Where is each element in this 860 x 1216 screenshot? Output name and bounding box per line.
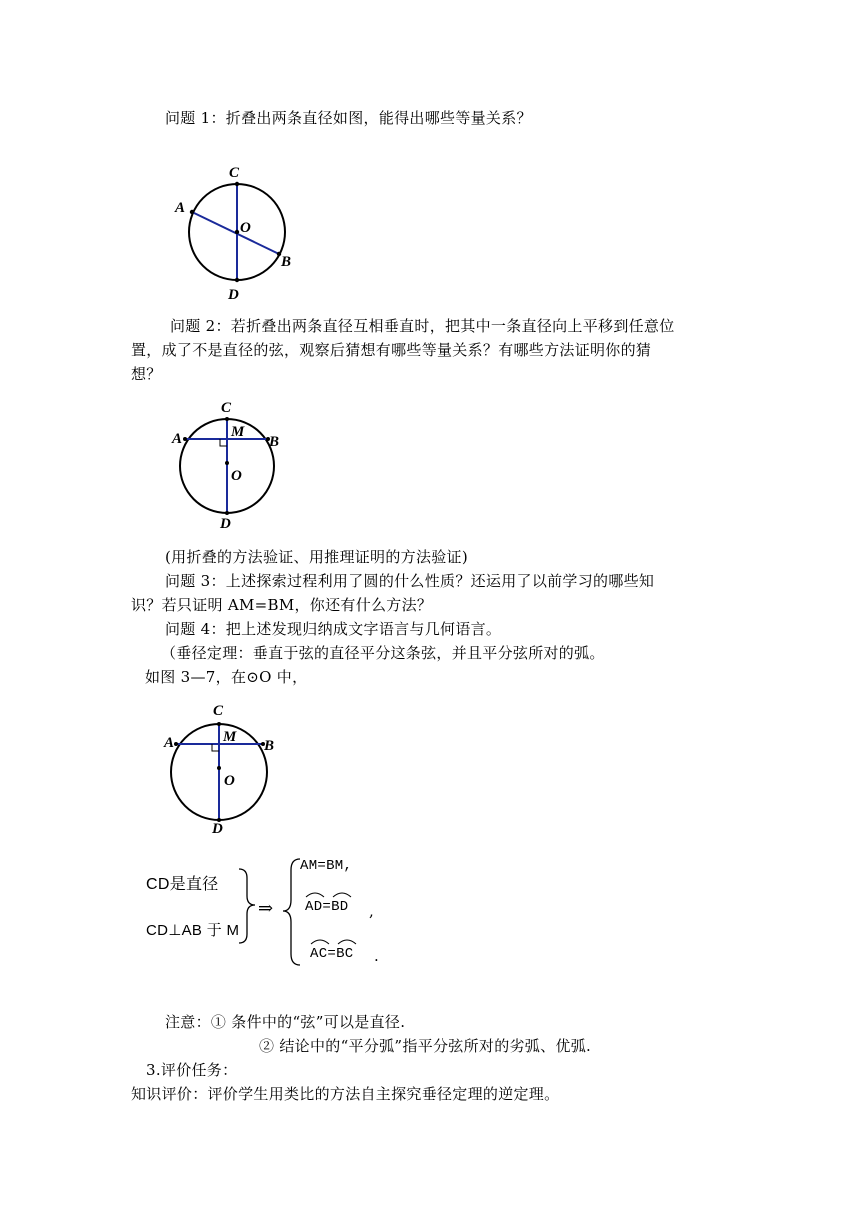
figure-perpendicular-chord-1 (170, 398, 300, 530)
label-b: B (269, 434, 280, 450)
condition-perpendicular: CD⊥AB 于 M (146, 922, 240, 939)
result-am-bm: AM=BM, (300, 858, 353, 874)
question-4: 问题 4：把上述发现归纳成文字语言与几何语言。 (165, 620, 502, 638)
label-a: A (172, 431, 183, 447)
evaluation-text: 知识评价：评价学生用类比的方法自主探究垂径定理的逆定理。 (131, 1085, 560, 1103)
center-o (225, 461, 229, 465)
point-c (235, 182, 239, 186)
result-arc-ac-bc: AC=BC (310, 946, 354, 962)
point-d (235, 278, 239, 282)
right-angle-mark (212, 744, 219, 751)
label-o: O (240, 220, 251, 236)
result-arc-ad-bd: AD=BD (305, 899, 349, 915)
point-a (183, 437, 187, 441)
label-a: A (164, 735, 175, 751)
point-a (190, 210, 194, 214)
note-2: ② 结论中的“平分弧”指平分弦所对的劣弧、优弧. (259, 1037, 592, 1055)
point-c (225, 417, 229, 421)
theorem-statement: （垂径定理：垂直于弦的直径平分这条弦，并且平分弦所对的弧。 (161, 644, 605, 662)
question-3-line-1: 问题 3：上述探索过程利用了圆的什么性质？还运用了以前学习的哪些知 (165, 572, 655, 590)
question-2-line-3: 想？ (131, 365, 162, 383)
verify-methods: (用折叠的方法验证、用推理证明的方法验证) (165, 548, 469, 566)
point-c (217, 722, 221, 726)
figure-perpendicular-chord-2 (160, 698, 290, 838)
label-d: D (220, 516, 231, 530)
implies-arrow: ⇒ (258, 898, 274, 919)
note-1: 注意：① 条件中的“弦”可以是直径. (165, 1013, 406, 1031)
figure-two-diameters (165, 160, 315, 310)
label-o: O (224, 773, 235, 789)
center-o (235, 230, 239, 234)
label-c: C (229, 165, 240, 181)
question-1: 问题 1：折叠出两条直径如图，能得出哪些等量关系？ (165, 109, 532, 127)
label-a: A (175, 200, 186, 216)
label-m: M (231, 424, 245, 440)
label-b: B (281, 254, 292, 270)
label-b: B (264, 738, 275, 754)
evaluation-title: 3.评价任务： (146, 1061, 238, 1079)
label-m: M (223, 729, 237, 745)
center-o (217, 766, 221, 770)
figure-reference: 如图 3—7，在⊙O 中， (145, 668, 308, 686)
result-3-punct: . (374, 947, 380, 965)
label-o: O (231, 468, 242, 484)
condition-diameter: CD是直径 (146, 876, 219, 893)
label-c: C (213, 703, 224, 719)
point-d (225, 511, 229, 515)
label-d: D (228, 287, 239, 303)
right-angle-mark (220, 439, 227, 446)
question-2-line-1: 问题 2：若折叠出两条直径互相垂直时，把其中一条直径向上平移到任意位 (170, 317, 675, 335)
result-2-punct: , (369, 902, 375, 920)
point-a (174, 742, 178, 746)
label-d: D (212, 821, 223, 837)
question-2-line-2: 置，成了不是直径的弦，观察后猜想有哪些等量关系？有哪些方法证明你的猜 (131, 341, 652, 359)
question-3-line-2: 识？若只证明 AM=BM，你还有什么方法？ (131, 596, 433, 614)
label-c: C (221, 400, 232, 416)
